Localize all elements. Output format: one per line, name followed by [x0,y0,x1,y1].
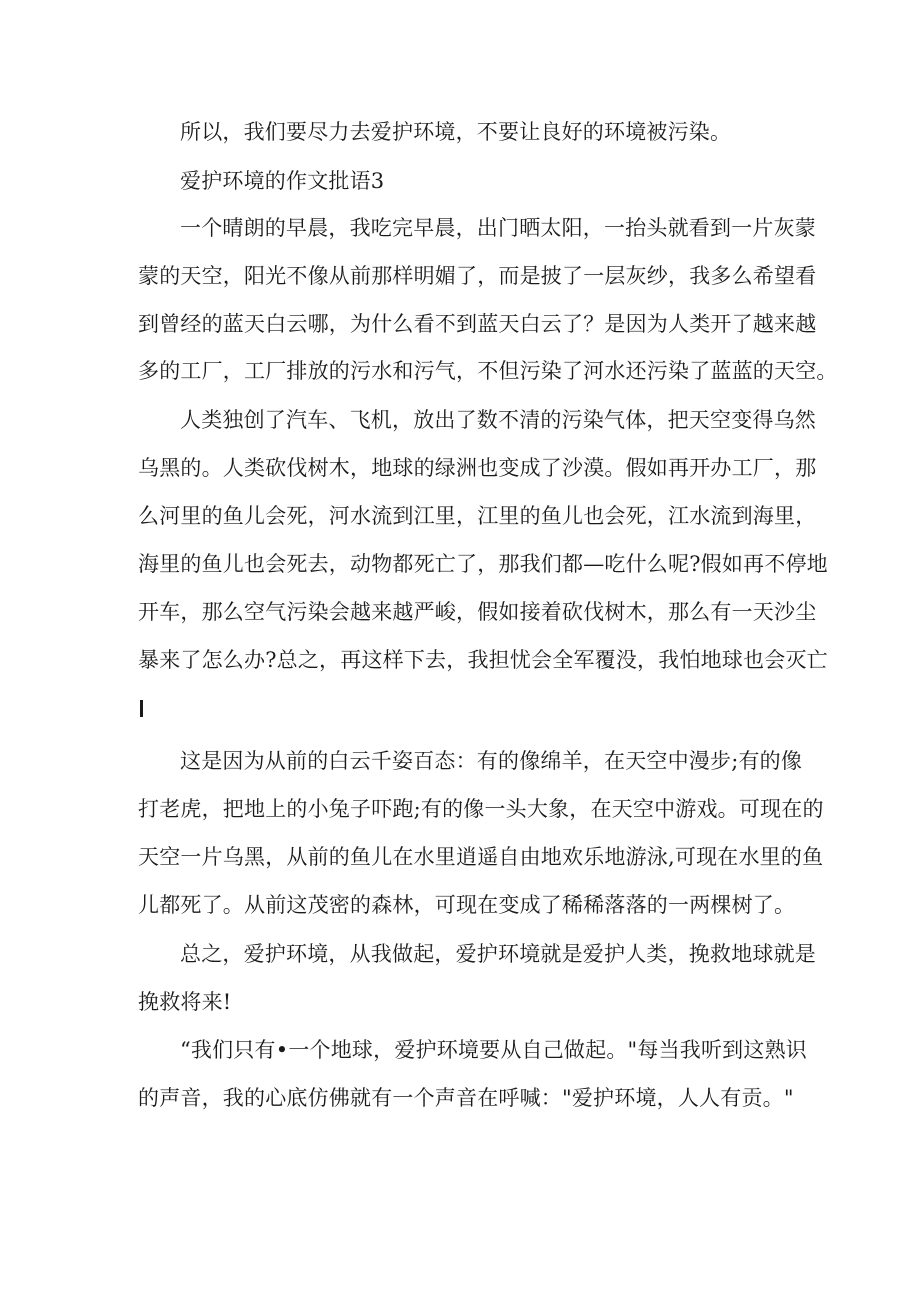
text-cursor [140,700,143,717]
paragraph-line: 这是因为从前的白云千姿百态：有的像绵羊，在天空中漫步;有的像 [180,749,803,773]
paragraph-line: 挽救将来! [138,990,232,1014]
paragraph-line: 到曾经的蓝天白云哪，为什么看不到蓝天白云了？是因为人类开了越来越 [138,312,817,336]
paragraph-line: 打老虎，把地上的小兔子吓跑;有的像一头大象，在天空中游戏。可现在的 [138,797,824,821]
paragraph-line: 乌黑的。人类砍伐树木，地球的绿洲也变成了沙漠。假如再开办工厂，那 [138,456,817,480]
paragraph-line: “我们只有•一个地球，爱护环境要从自己做起。"每当我听到这熟识 [180,1038,807,1062]
paragraph-line: 一个晴朗的早晨，我吃完早晨，出门晒太阳，一抬头就看到一片灰蒙 [180,216,816,240]
paragraph-line: 所以，我们要尽力去爱护环境，不要让良好的环境被污染。 [180,120,732,144]
paragraph-line: 儿都死了。从前这茂密的森林，可现在变成了稀稀落落的一两棵树了。 [138,893,796,917]
paragraph-line: 的声音，我的心底仿佛就有一个声音在呼喊："爱护环境，人人有贡。" [138,1086,794,1110]
section-heading: 爱护环境的作文批语3 [180,169,385,193]
paragraph-line: 总之，爱护环境，从我做起，爱护环境就是爱护人类，挽救地球就是 [180,942,816,966]
paragraph-line: 蒙的天空，阳光不像从前那样明媚了，而是披了一层灰纱，我多么希望看 [138,264,817,288]
paragraph-line: 开车，那么空气污染会越来越严峻，假如接着砍伐树木，那么有一天沙尘 [138,600,817,624]
paragraph-line: 人类独创了汽车、飞机，放出了数不清的污染气体，把天空变得乌然 [180,408,816,432]
paragraph-line: 暴来了怎么办?总之，再这样下去，我担忧会全军覆没，我怕地球也会灭亡 [138,648,828,672]
paragraph-line: 多的工厂，工厂排放的污水和污气，不但污染了河水还污染了蓝蓝的天空。 [138,359,838,383]
paragraph-line: 么河里的鱼儿会死，河水流到江里，江里的鱼儿也会死，江水流到海里， [138,504,817,528]
paragraph-line: 天空一片乌黑，从前的鱼儿在水里逍遥自由地欢乐地游泳,可现在水里的鱼 [138,845,824,869]
paragraph-line: 海里的鱼儿也会死去，动物都死亡了，那我们都—吃什么呢?假如再不停地 [138,552,828,576]
